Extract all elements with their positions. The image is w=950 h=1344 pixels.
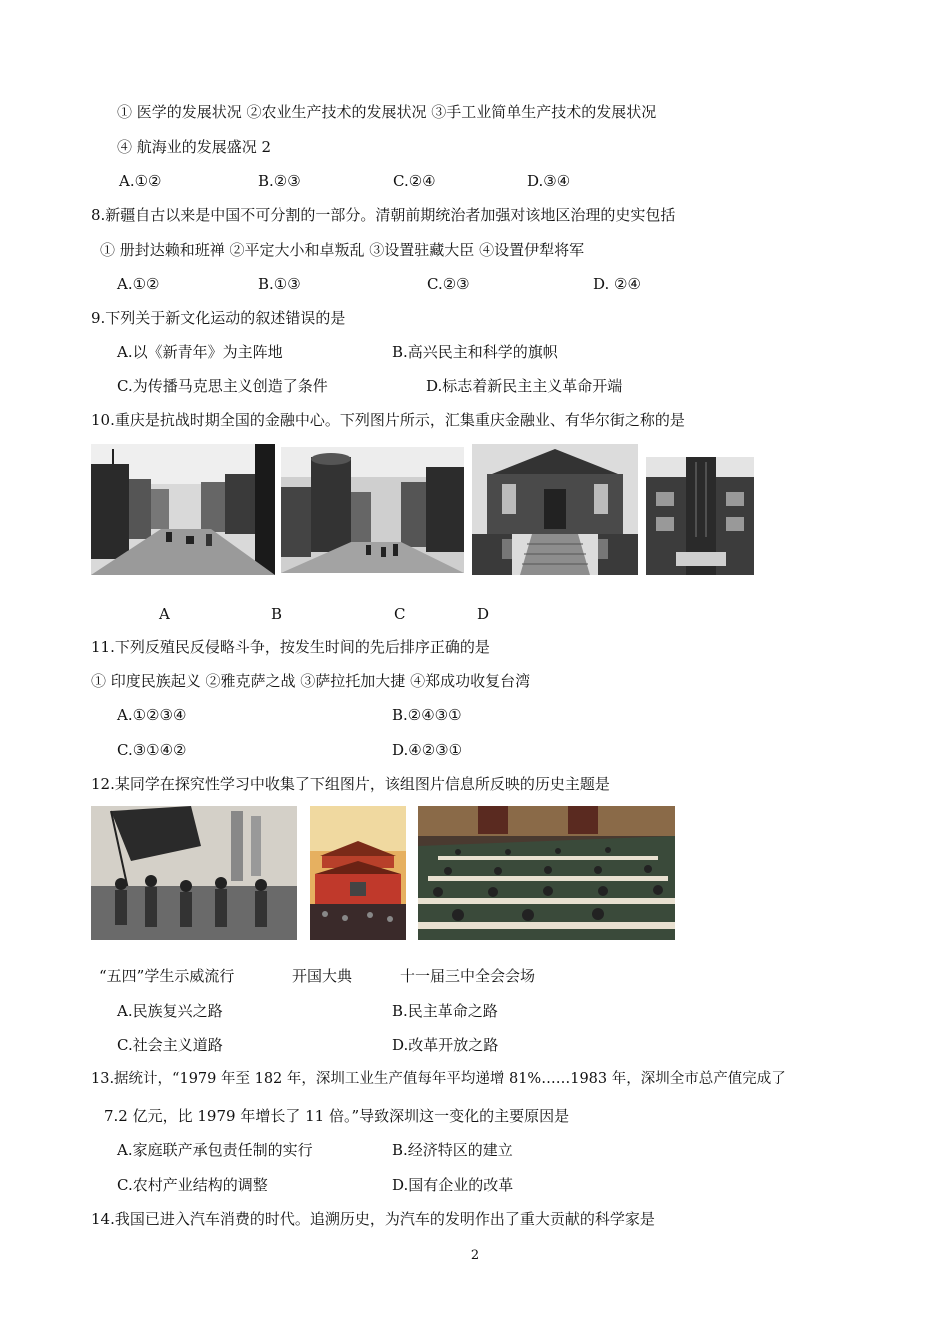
q13-option-d: D.国有企业的改革 <box>392 1176 514 1194</box>
q14-stem: 14.我国已进入汽车消费的时代。追溯历史，为汽车的发明作出了重大贡献的科学家是 <box>91 1210 655 1228</box>
q13-stem-line1: 13.据统计，“1979 年至 182 年，深圳工业生产值每年平均递增 81%……1983 年，深圳全市总产值完成了 <box>91 1071 786 1087</box>
q10-label-d: D <box>477 605 490 623</box>
q12-photo-may-fourth <box>91 806 297 940</box>
q12-option-a: A.民族复兴之路 <box>117 1002 223 1020</box>
q10-label-c: C <box>394 605 406 623</box>
q9-option-a: A.以《新青年》为主阵地 <box>117 343 283 361</box>
q13-option-b: B.经济特区的建立 <box>392 1141 513 1159</box>
q7-option-c: C.②④ <box>393 172 436 190</box>
q7-option-a: A.①② <box>119 172 162 190</box>
q8-items: ① 册封达赖和班禅 ②平定大小和卓叛乱 ③设置驻藏大臣 ④设置伊犁将军 <box>100 241 585 259</box>
q13-stem-line2: 7.2 亿元，比 1979 年增长了 11 倍。”导致深圳这一变化的主要原因是 <box>104 1107 570 1125</box>
q11-option-b: B.②④③① <box>392 706 462 724</box>
q9-option-d: D.标志着新民主主义革命开端 <box>426 377 623 395</box>
q8-option-d: D. ②④ <box>593 275 641 293</box>
q12-caption-founding-ceremony: 开国大典 <box>292 967 353 985</box>
q12-option-d: D.改革开放之路 <box>392 1036 499 1054</box>
q7-items-line2: ④ 航海业的发展盛况 2 <box>117 138 272 156</box>
q13-option-a: A.家庭联产承包责任制的实行 <box>117 1141 313 1159</box>
q10-photo-d <box>646 457 754 575</box>
q10-label-a: A <box>159 605 170 623</box>
q12-photo-third-plenum <box>418 806 675 940</box>
q8-option-b: B.①③ <box>258 275 301 293</box>
q11-option-c: C.③①④② <box>117 741 187 759</box>
q12-caption-third-plenum: 十一届三中全会会场 <box>400 967 536 985</box>
q10-stem: 10.重庆是抗战时期全国的金融中心。下列图片所示，汇集重庆金融业、有华尔街之称的是 <box>91 411 685 429</box>
q12-photo-founding-ceremony <box>310 806 406 940</box>
q8-option-a: A.①② <box>117 275 160 293</box>
q11-items: ① 印度民族起义 ②雅克萨之战 ③萨拉托加大捷 ④郑成功收复台湾 <box>91 672 531 690</box>
q12-stem: 12.某同学在探究性学习中收集了下组图片，该组图片信息所反映的历史主题是 <box>91 775 610 793</box>
q12-option-c: C.社会主义道路 <box>117 1036 223 1054</box>
q11-option-a: A.①②③④ <box>117 706 187 724</box>
q7-items-line1: ① 医学的发展状况 ②农业生产技术的发展状况 ③手工业简单生产技术的发展状况 <box>117 103 657 121</box>
q10-photo-b <box>281 447 464 573</box>
q10-photo-a <box>91 444 275 575</box>
page-number: 2 <box>470 1248 480 1263</box>
q13-option-c: C.农村产业结构的调整 <box>117 1176 268 1194</box>
q7-option-d: D.③④ <box>527 172 571 190</box>
q7-option-b: B.②③ <box>258 172 301 190</box>
q12-caption-may-fourth: “五四”学生示威流行 <box>99 967 235 985</box>
q8-stem: 8.新疆自古以来是中国不可分割的一部分。清朝前期统治者加强对该地区治理的史实包括 <box>91 206 676 224</box>
q10-label-b: B <box>271 605 283 623</box>
q10-photo-c <box>472 444 638 575</box>
q12-option-b: B.民主革命之路 <box>392 1002 498 1020</box>
q9-stem: 9.下列关于新文化运动的叙述错误的是 <box>91 309 346 327</box>
q11-option-d: D.④②③① <box>392 741 463 759</box>
q11-stem: 11.下列反殖民反侵略斗争，按发生时间的先后排序正确的是 <box>91 638 490 656</box>
q9-option-c: C.为传播马克思主义创造了条件 <box>117 377 328 395</box>
q9-option-b: B.高兴民主和科学的旗帜 <box>392 343 558 361</box>
q8-option-c: C.②③ <box>427 275 470 293</box>
